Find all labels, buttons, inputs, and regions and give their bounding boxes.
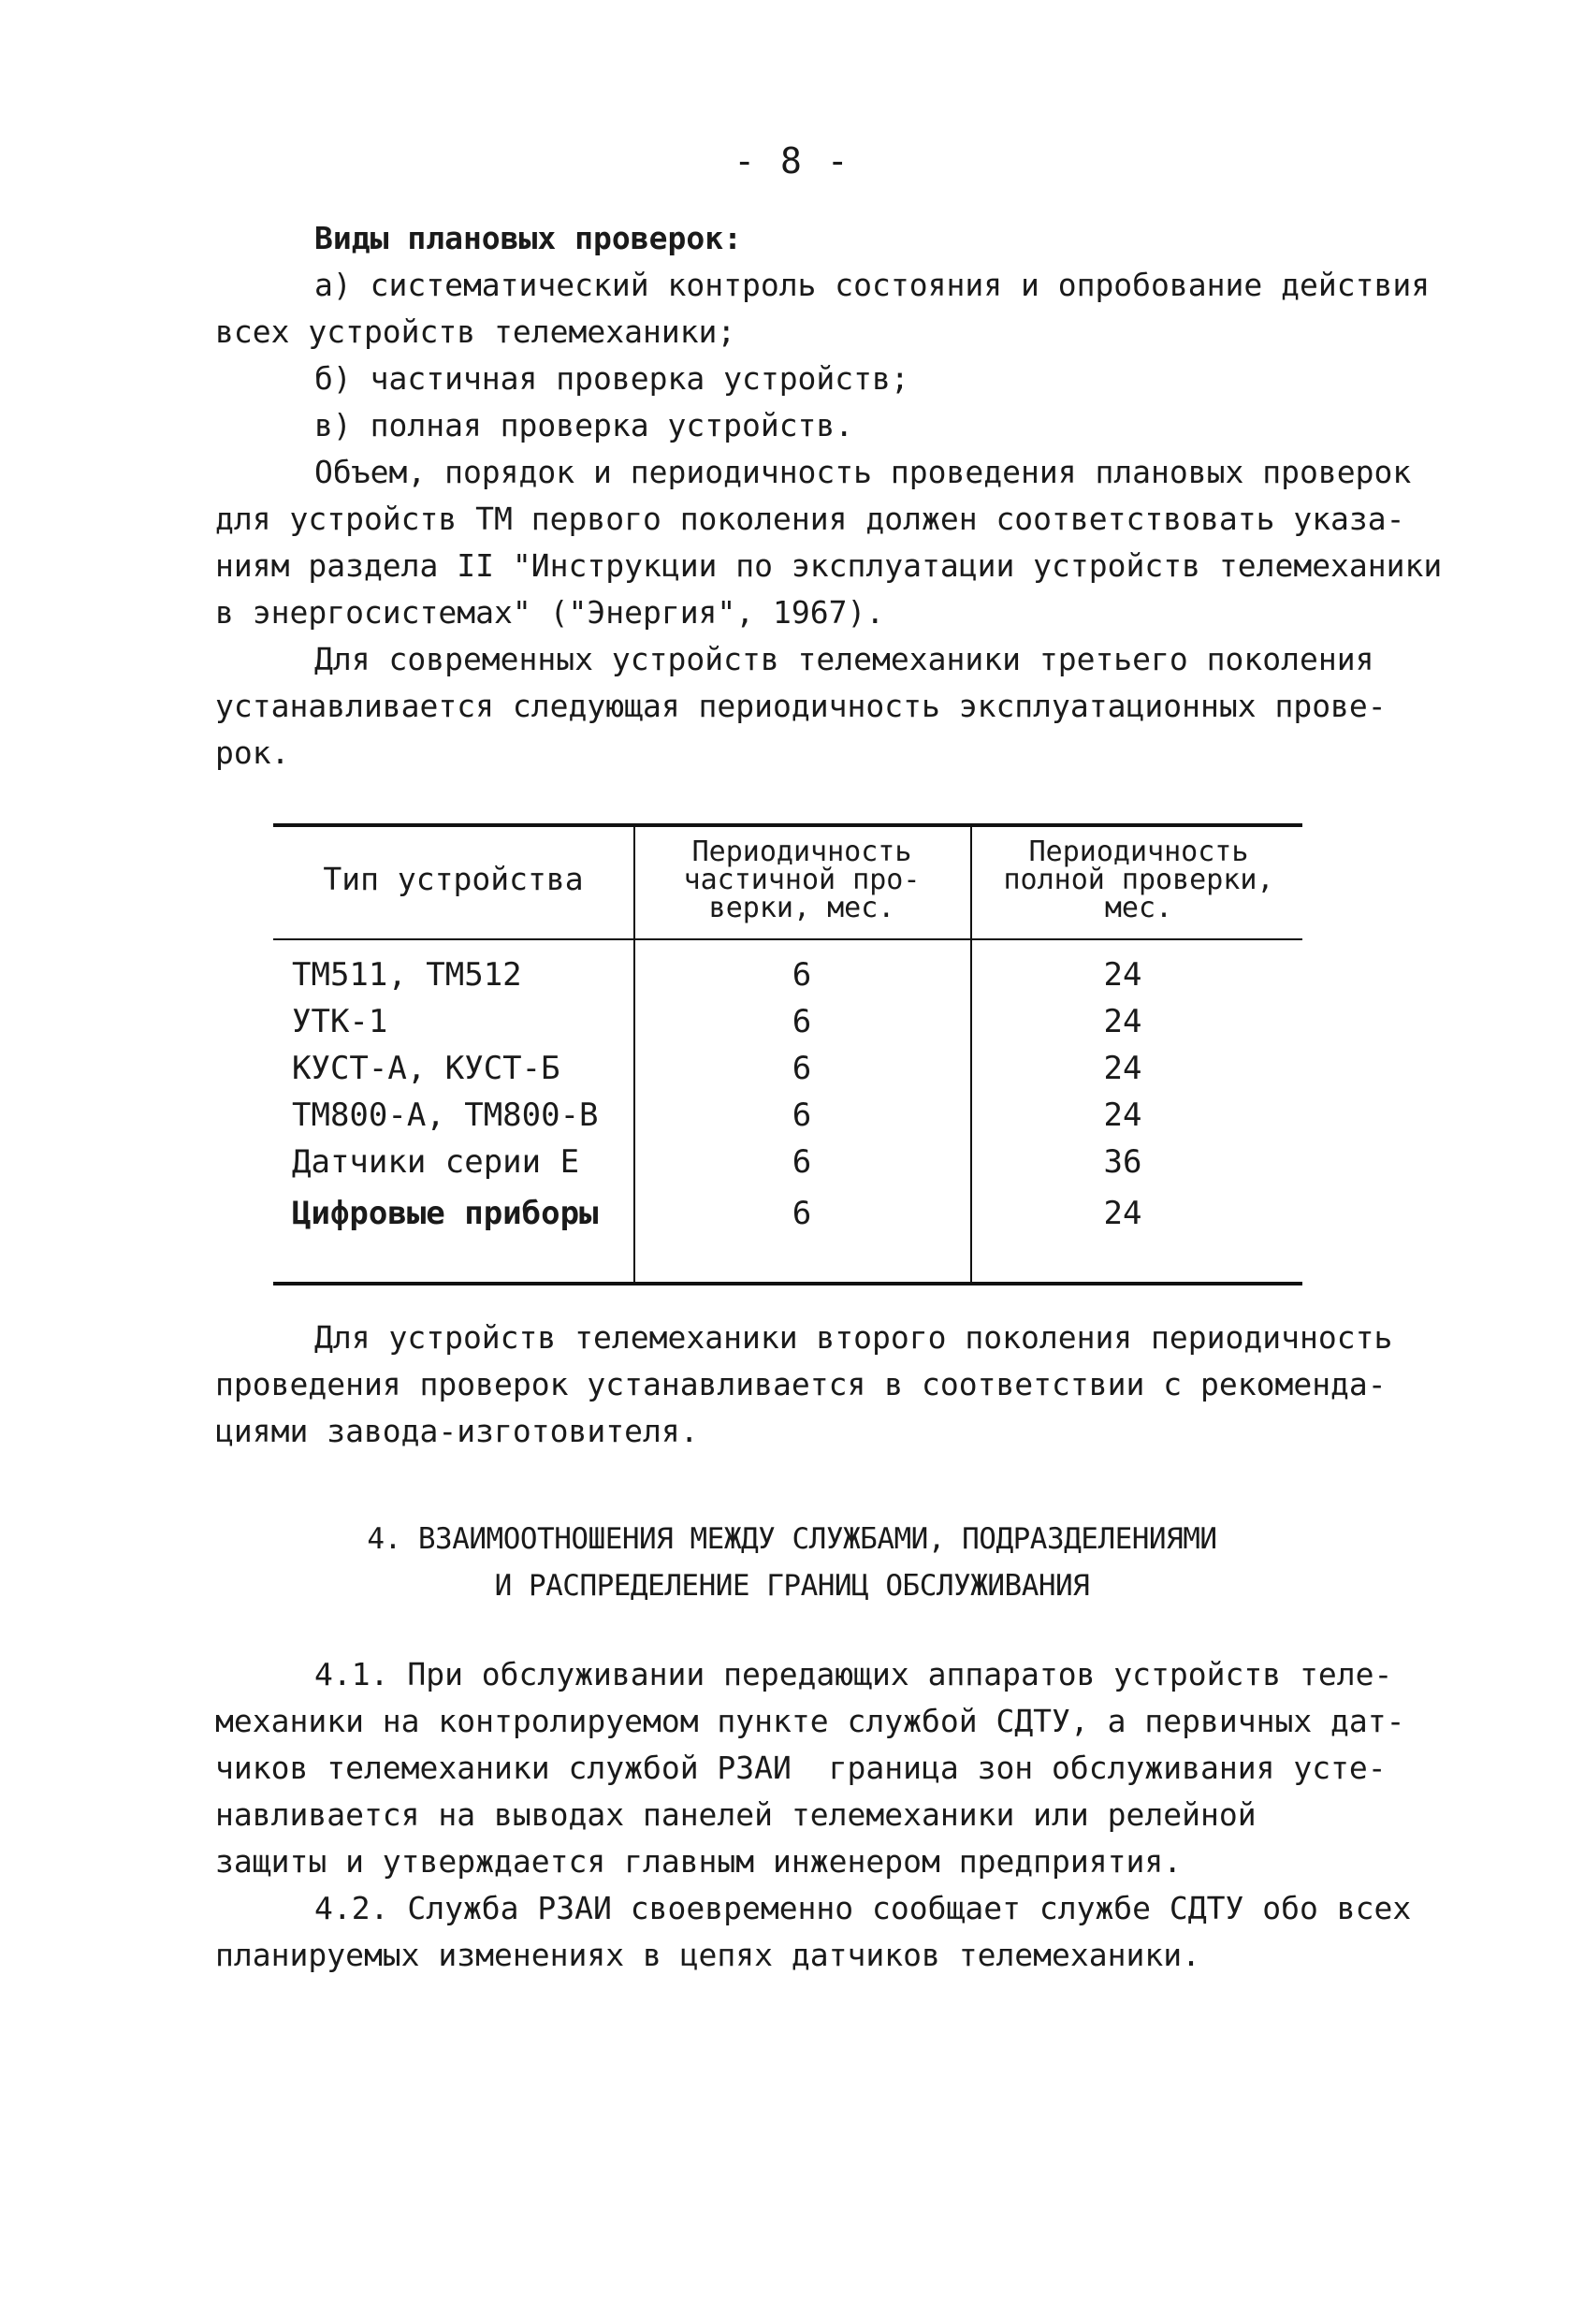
text-line: Объем, порядок и периодичность проведения плановых проверок [314,454,1412,490]
clause-line: планируемых изменениях в цепях датчиков телемеханики. [215,1937,1200,1973]
inspection-period-table [273,823,1302,1286]
text-line: Виды плановых проверок: [314,220,742,256]
full-period-cell: 24 [1103,1195,1142,1232]
partial-period-cell: 6 [792,1143,812,1181]
text-line: в энергосистемах" ("Энергия", 1967). [215,594,885,631]
device-type-cell: КУСТ-А, КУСТ-Б [292,1050,560,1087]
full-period-cell: 24 [1103,1050,1142,1087]
text-line: Для устройств телемеханики второго поколения периодичность [314,1319,1393,1356]
table-bottom-rule [273,1282,1302,1285]
clause-line: механики на контролируемом пункте службой СДТУ, а первичных дат- [215,1703,1405,1739]
text-line: циями завода-изготовителя. [215,1413,699,1449]
text-line: ниям раздела II "Инструкции по эксплуатации устройств телемеханики [215,547,1443,584]
header-partial-period: Периодичность частичной про- верки, мес. [683,835,921,924]
clause-line: защиты и утверждается главным инженером предприятия. [215,1843,1183,1880]
table-column-divider-2 [970,823,972,1282]
header-full-period: Периодичность полной проверки, мес. [1003,835,1274,924]
text-line: устанавливается следующая периодичность эксплуатационных прове- [215,688,1387,724]
text-line: проведения проверок устанавливается в соответствии с рекоменда- [215,1366,1387,1402]
table-top-rule [273,823,1302,827]
clause-line: чиков телемеханики службой РЗАИ граница зон обслуживания усте- [215,1750,1387,1786]
partial-period-cell: 6 [792,1050,812,1087]
full-period-cell: 36 [1103,1143,1142,1181]
clause-line: навливается на выводах панелей телемеханики или релейной [215,1796,1257,1833]
text-line: а) систематический контроль состояния и опробование действия [314,267,1431,303]
table-header-rule [273,938,1302,940]
clause-line: 4.2. Служба РЗАИ своевременно сообщает службе СДТУ обо всех [314,1890,1412,1926]
text-line: для устройств ТМ первого поколения должен соответствовать указа- [215,501,1405,537]
full-period-cell: 24 [1103,1097,1142,1134]
partial-period-cell: 6 [792,956,812,994]
clause-line: 4.1. При обслуживании передающих аппаратов устройств теле- [314,1656,1393,1692]
text-line: всех устройств телемеханики; [215,313,736,350]
device-type-cell: Датчики серии Е [292,1143,580,1181]
partial-period-cell: 6 [792,1097,812,1134]
text-line: рок. [215,734,290,771]
text-line: б) частичная проверка устройств; [314,360,909,397]
page-number: - 8 - [734,140,850,182]
table-column-divider-1 [633,823,635,1282]
text-line: Для современных устройств телемеханики третьего поколения [314,641,1374,677]
device-type-cell: УТК-1 [292,1003,388,1040]
full-period-cell: 24 [1103,1003,1142,1040]
partial-period-cell: 6 [792,1195,812,1232]
section-title-line-2: И РАСПРЕДЕЛЕНИЕ ГРАНИЦ ОБСЛУЖИВАНИЯ [494,1569,1090,1603]
device-type-cell: ТМ800-А, ТМ800-В [292,1097,599,1134]
full-period-cell: 24 [1103,956,1142,994]
partial-period-cell: 6 [792,1003,812,1040]
device-type-cell: ТМ511, ТМ512 [292,956,522,994]
text-line: в) полная проверка устройств. [314,407,854,443]
section-title-line-1: 4. ВЗАИМООТНОШЕНИЯ МЕЖДУ СЛУЖБАМИ, ПОДРАЗДЕЛЕНИЯМИ [367,1522,1217,1556]
header-device-type: Тип устройства [323,861,584,897]
device-type-cell: Цифровые приборы [292,1195,599,1232]
